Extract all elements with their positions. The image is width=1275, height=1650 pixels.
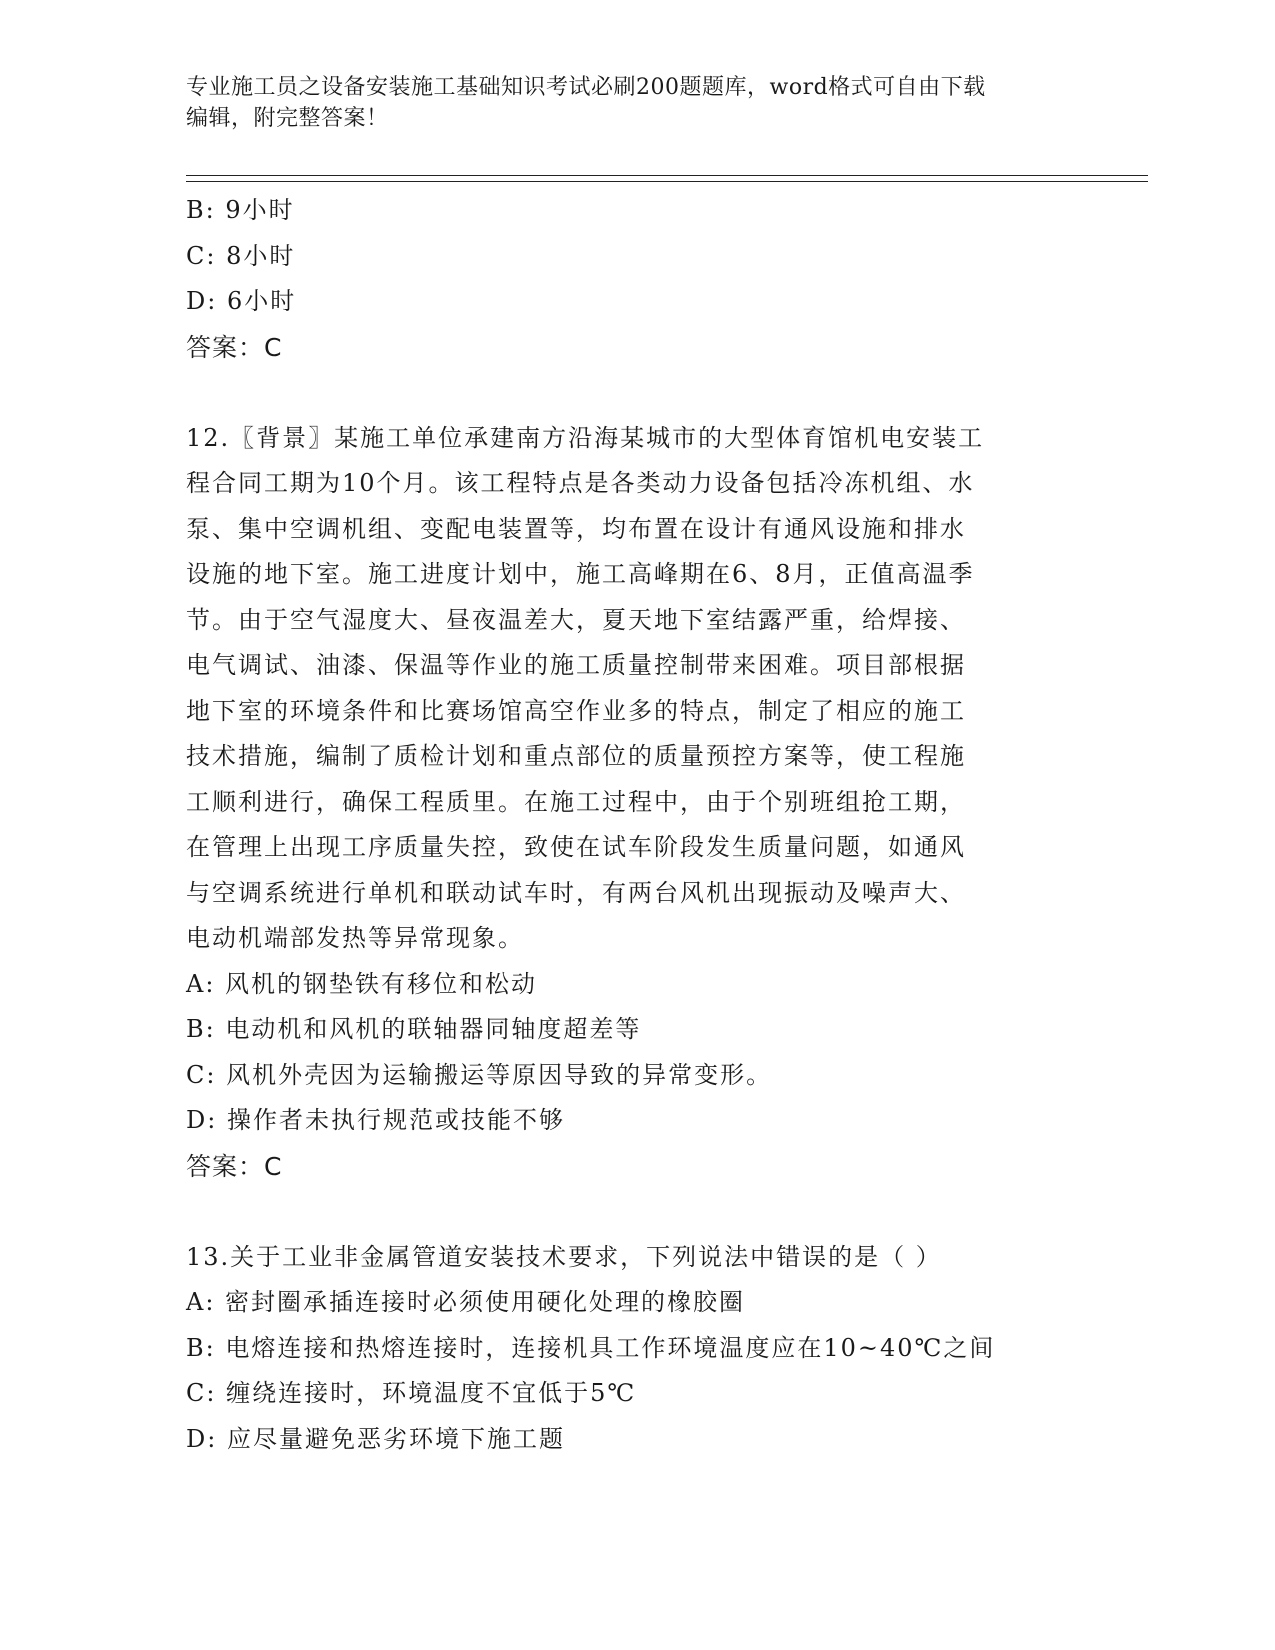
question-text-line: 13.关于工业非金属管道安装技术要求，下列说法中错误的是（ ） — [186, 1242, 942, 1271]
option-d: D: 操作者未执行规范或技能不够 — [186, 1106, 565, 1134]
document-body — [186, 188, 1086, 1462]
option-c: C: 缠绕连接时，环境温度不宜低于5℃ — [186, 1379, 637, 1407]
question-text-line: 节。由于空气湿度大、昼夜温差大，夏天地下室结露严重，给焊接、 — [186, 605, 966, 634]
option-c: C: 8小时 — [186, 241, 296, 270]
question-13 — [186, 1235, 1086, 1463]
answer: 答案：C — [186, 332, 283, 362]
question-text-line: 设施的地下室。施工进度计划中，施工高峰期在6、8月，正值高温季 — [186, 560, 975, 588]
document-header — [186, 72, 1086, 134]
question-text-line: 在管理上出现工序质量失控，致使在试车阶段发生质量问题，如通风 — [186, 833, 966, 861]
header-line-1: 专业施工员之设备安装施工基础知识考试必刷200题题库，word格式可自由下载 — [186, 75, 986, 100]
option-b: B: 电熔连接和热熔连接时，连接机具工作环境温度应在10~40℃之间 — [186, 1333, 996, 1362]
question-text-line: 工顺利进行，确保工程质里。在施工过程中，由于个别班组抢工期， — [186, 787, 966, 816]
question-text-line: 地下室的环境条件和比赛场馆高空作业多的特点，制定了相应的施工 — [186, 696, 966, 725]
question-text-line: 12.〖背景〗某施工单位承建南方沿海某城市的大型体育馆机电安装工 — [186, 423, 985, 452]
header-divider-top — [186, 175, 1148, 176]
option-c: C: 风机外壳因为运输搬运等原因导致的异常变形。 — [186, 1060, 773, 1089]
question-12 — [186, 416, 1086, 1190]
question-text-line: 技术措施，编制了质检计划和重点部位的质量预控方案等，使工程施 — [186, 742, 966, 770]
header-line-2: 编辑，附完整答案！ — [186, 106, 389, 131]
question-text-line: 电气调试、油漆、保温等作业的施工质量控制带来困难。项目部根据 — [186, 651, 966, 679]
answer: 答案：C — [186, 1151, 283, 1181]
question-text-line: 泵、集中空调机组、变配电装置等，均布置在设计有通风设施和排水 — [186, 514, 966, 543]
question-11-tail — [186, 188, 1086, 370]
option-a: A: 风机的钢垫铁有移位和松动 — [186, 969, 538, 998]
option-b: B: 电动机和风机的联轴器同轴度超差等 — [186, 1015, 642, 1043]
option-a: A: 密封圈承插连接时必须使用硬化处理的橡胶圈 — [186, 1288, 746, 1316]
option-d: D: 应尽量避免恶劣环境下施工题 — [186, 1424, 565, 1453]
option-d: D: 6小时 — [186, 287, 297, 315]
question-text-line: 程合同工期为10个月。该工程特点是各类动力设备包括冷冻机组、水 — [186, 469, 975, 497]
option-b: B: 9小时 — [186, 196, 295, 224]
header-divider-bottom — [186, 181, 1148, 182]
question-text-line: 电动机端部发热等异常现象。 — [186, 924, 524, 952]
spacer — [186, 1189, 1086, 1235]
question-text-line: 与空调系统进行单机和联动试车时，有两台风机出现振动及噪声大、 — [186, 878, 966, 907]
spacer — [186, 370, 1086, 416]
